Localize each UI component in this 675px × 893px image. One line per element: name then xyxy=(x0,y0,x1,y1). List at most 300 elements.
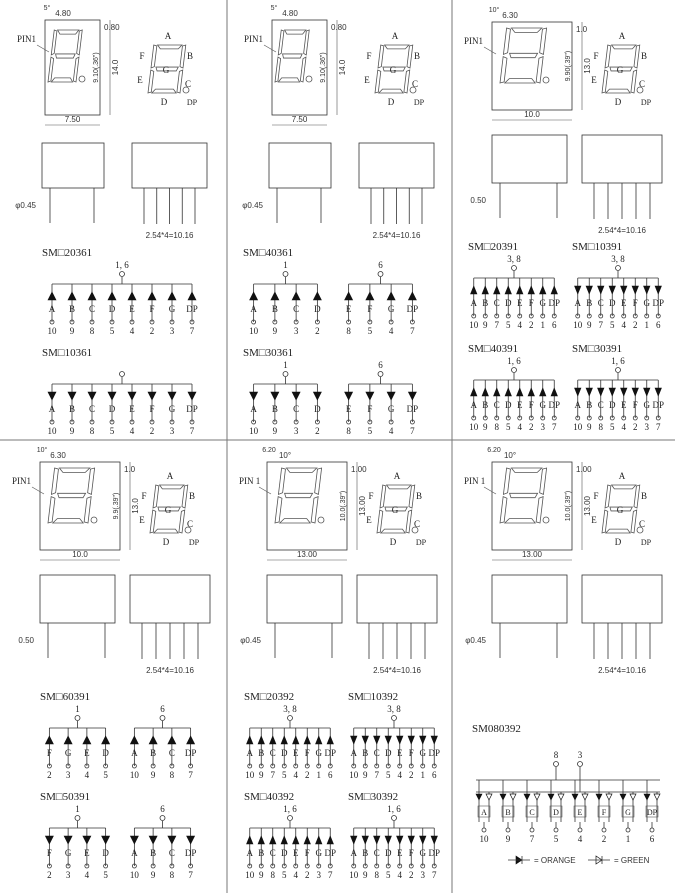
segment-label-d: D xyxy=(281,748,288,758)
pin-number-2: 2 xyxy=(149,426,155,436)
model-code: 30391 xyxy=(594,343,623,355)
led-diode-b xyxy=(362,736,368,744)
led-diode-dp xyxy=(655,388,661,396)
pin-number-2: 2 xyxy=(47,870,52,880)
led-diode-a xyxy=(48,292,56,300)
segment-label-g: G xyxy=(419,748,426,758)
segment-map-d: D xyxy=(614,537,622,547)
common-pin-label: 6 xyxy=(378,360,383,370)
segment-a xyxy=(511,28,541,32)
dim-pitch-label: 2.54*4=10.16 xyxy=(598,226,646,235)
segment-map-dp: DP xyxy=(188,538,200,547)
segment-label-c: C xyxy=(293,404,300,414)
pin-number-6: 6 xyxy=(432,770,437,780)
pin-number-2: 2 xyxy=(409,870,414,880)
led-diode-e xyxy=(397,836,403,844)
led-diode-e xyxy=(621,388,627,396)
circuit-title xyxy=(40,791,90,803)
segment-label-a: A xyxy=(470,400,477,410)
pin-number-10: 10 xyxy=(129,770,139,780)
led-diode-dp xyxy=(327,736,333,744)
model-box: □ xyxy=(259,791,267,803)
led-diode-g xyxy=(644,286,650,294)
segment-e xyxy=(500,57,507,83)
dim-pin-dia-label: φ0.45 xyxy=(15,201,36,210)
pin-number-8: 8 xyxy=(374,870,379,880)
bicolor-segment-e: E xyxy=(577,808,583,817)
model-box: □ xyxy=(258,247,266,259)
led-diode-e xyxy=(397,736,403,744)
segment-label-f: F xyxy=(367,304,373,314)
segment-label-dp: DP xyxy=(324,848,337,858)
segment-label-c: C xyxy=(88,404,96,414)
led-diode-dp xyxy=(551,388,557,396)
pin-number-3: 3 xyxy=(293,426,299,436)
pin-number-4: 4 xyxy=(293,870,298,880)
led-diode-b xyxy=(586,286,592,294)
segment-label-d: D xyxy=(314,404,321,414)
segment-map-dp: DP xyxy=(186,98,198,107)
led-diode-c xyxy=(270,836,276,844)
led-diode-g xyxy=(420,836,426,844)
segment-map-d: D xyxy=(614,97,622,107)
segment-d xyxy=(505,79,535,83)
segment-a xyxy=(612,485,636,489)
pin-number-9: 9 xyxy=(483,320,488,330)
pin1-label: PIN 1 xyxy=(464,476,486,486)
dim-top-label: 4.80 xyxy=(55,9,71,18)
pin-number-9: 9 xyxy=(587,320,592,330)
common-pin-label: 1 xyxy=(75,804,80,814)
segment-label-g: G xyxy=(315,748,322,758)
segment-map-dp: DP xyxy=(415,538,427,547)
segment-map-dp: DP xyxy=(640,98,652,107)
segment-a xyxy=(286,468,316,472)
segment-map-f: F xyxy=(593,51,599,61)
common-node xyxy=(512,266,517,271)
dim-height-label: 13.00 xyxy=(358,495,367,517)
common-pin-label: 3, 8 xyxy=(387,704,401,714)
segment-label-a: A xyxy=(246,848,253,858)
front-digit xyxy=(48,468,97,523)
segment-map-b: B xyxy=(640,51,648,61)
circuit-title xyxy=(244,791,294,803)
model-code: 50391 xyxy=(62,791,91,803)
dp-dot xyxy=(91,517,97,523)
bicolor-pin-5: 5 xyxy=(553,834,559,844)
led-diode-c xyxy=(598,286,604,294)
circuit-title xyxy=(572,241,622,253)
common-node xyxy=(288,716,293,721)
segment-label-dp: DP xyxy=(652,400,665,410)
legend-orange-text: = ORANGE xyxy=(534,856,576,865)
segment-label-d: D xyxy=(108,304,116,314)
led-diode-a xyxy=(575,286,581,294)
pin-number-7: 7 xyxy=(188,870,193,880)
segment-label-b: B xyxy=(271,304,278,314)
pin-number-9: 9 xyxy=(69,426,75,436)
pin-number-5: 5 xyxy=(367,426,373,436)
bicolor-pin-node xyxy=(602,828,606,832)
pin-number-7: 7 xyxy=(328,870,333,880)
led-diode-c xyxy=(292,292,300,300)
segment-label-a: A xyxy=(250,404,257,414)
pin-number-10: 10 xyxy=(573,422,583,432)
led-diode-a xyxy=(130,736,138,744)
segment-g xyxy=(510,493,538,497)
dim-angle-label: 5° xyxy=(270,5,278,12)
segment-c xyxy=(406,510,412,533)
mech-drawing-p3 xyxy=(464,6,662,235)
segment-label-d: D xyxy=(102,848,109,858)
pin-number-3: 3 xyxy=(169,326,175,336)
led-diode-c xyxy=(494,388,500,396)
segment-f xyxy=(151,45,157,68)
model-code: 20361 xyxy=(64,247,93,259)
circuit-title xyxy=(243,347,293,359)
segment-a xyxy=(158,45,182,49)
segment-label-a: A xyxy=(574,298,581,308)
front-digit xyxy=(500,28,549,83)
segment-label-b: B xyxy=(150,848,157,858)
segment-label-f: F xyxy=(149,304,155,314)
led-diode-f xyxy=(528,286,534,294)
led-diode-d xyxy=(313,292,321,300)
segment-label-c: C xyxy=(373,848,380,858)
pin-number-8: 8 xyxy=(494,422,499,432)
segment-label-g: G xyxy=(387,404,395,414)
pin-number-7: 7 xyxy=(598,320,603,330)
segment-label-g: G xyxy=(643,400,650,410)
pin-number-9: 9 xyxy=(272,326,278,336)
common-pin-label: 6 xyxy=(160,704,165,714)
segment-map-d: D xyxy=(160,97,168,107)
led-diode-e xyxy=(83,736,91,744)
segment-f xyxy=(605,45,611,68)
led-diode-d xyxy=(609,286,615,294)
pin-number-5: 5 xyxy=(103,770,108,780)
model-box: □ xyxy=(587,343,595,355)
led-diode-a xyxy=(48,392,56,400)
bicolor-segment-c: C xyxy=(529,808,535,817)
pin-number-1: 1 xyxy=(540,320,545,330)
dp-dot xyxy=(543,517,549,523)
circuit-10391 xyxy=(572,241,664,330)
led-diode-dp xyxy=(431,836,437,844)
pin-number-5: 5 xyxy=(610,320,615,330)
model-prefix: SM xyxy=(468,343,484,355)
dim-pitch-label: 2.54*4=10.16 xyxy=(372,231,421,240)
led-diode-e xyxy=(293,736,299,744)
model-box: □ xyxy=(483,343,491,355)
bicolor-pin-2: 2 xyxy=(601,834,607,844)
dim-pitch-label: 2.54*4=10.16 xyxy=(146,666,194,675)
led-diode-e xyxy=(345,392,353,400)
segment-f xyxy=(51,30,57,55)
segment-c xyxy=(73,57,79,82)
pin-number-7: 7 xyxy=(410,426,415,436)
segment-label-f: F xyxy=(528,400,534,410)
segment-label-c: C xyxy=(493,400,500,410)
segment-d xyxy=(154,529,178,533)
led-diode-dp xyxy=(188,292,196,300)
orange-diode-e xyxy=(572,794,578,800)
bicolor-segment-f: F xyxy=(601,808,607,817)
led-diode-b xyxy=(271,392,279,400)
orange-diode-f xyxy=(596,794,602,800)
led-diode-dp xyxy=(187,736,195,744)
led-diode-f xyxy=(408,836,414,844)
segment-label-e: E xyxy=(345,404,352,414)
circuit-title xyxy=(572,343,622,355)
segment-label-d: D xyxy=(385,848,392,858)
segment-label-g: G xyxy=(643,298,650,308)
led-diode-a xyxy=(471,388,477,396)
pin-number-8: 8 xyxy=(598,422,603,432)
segment-label-b: B xyxy=(271,404,278,414)
segment-b xyxy=(88,468,95,494)
segment-map-a: A xyxy=(393,471,401,481)
dim-height-label: 14.0 xyxy=(338,59,347,76)
dim-angle-label: 10° xyxy=(36,447,48,454)
segment-label-e: E xyxy=(517,298,523,308)
segment-label-f: F xyxy=(408,748,414,758)
model-box: □ xyxy=(363,691,371,703)
segment-b xyxy=(409,485,415,508)
mech-drawing-p5 xyxy=(239,447,437,675)
pin-number-9: 9 xyxy=(363,770,368,780)
dim-top-label: 4.80 xyxy=(282,9,298,18)
bicolor-pin-1: 1 xyxy=(625,834,631,844)
segment-label-a: A xyxy=(48,404,56,414)
pin-number-5: 5 xyxy=(506,320,511,330)
dim-pin-dia-label: 0.50 xyxy=(470,196,486,205)
segment-label-e: E xyxy=(621,298,627,308)
segment-label-f: F xyxy=(528,298,534,308)
bicolor-common-2-label: 3 xyxy=(577,750,583,760)
common-node xyxy=(616,266,621,271)
dim-pin-dia-label: φ0.45 xyxy=(242,201,263,210)
pin-number-4: 4 xyxy=(517,320,522,330)
segment-map-a: A xyxy=(618,471,626,481)
common-pin-label: 1, 6 xyxy=(283,804,297,814)
segment-map-a: A xyxy=(618,31,626,41)
common-pin-label: 1, 6 xyxy=(387,804,401,814)
model-prefix: SM xyxy=(572,241,588,253)
bottom-outline xyxy=(359,143,434,188)
circuit-10392 xyxy=(348,691,440,780)
segment-map-dp: DP xyxy=(413,98,425,107)
segment-d xyxy=(606,529,630,533)
segment-label-f: F xyxy=(149,404,155,414)
dp-dot xyxy=(79,76,85,82)
dim-pitch-label: 2.54*4=10.16 xyxy=(373,666,421,675)
pin-number-10: 10 xyxy=(469,320,479,330)
segment-f xyxy=(51,468,58,494)
pin-number-4: 4 xyxy=(397,870,402,880)
segment-d xyxy=(505,519,535,523)
led-diode-d xyxy=(385,836,391,844)
segment-label-b: B xyxy=(482,400,489,410)
segment-f xyxy=(153,485,159,508)
segment-label-b: B xyxy=(68,404,76,414)
segment-map-e: E xyxy=(591,75,597,85)
segment-a xyxy=(387,485,411,489)
segment-map-g: G xyxy=(616,505,624,515)
segment-b xyxy=(77,30,83,55)
segment-b xyxy=(540,28,547,54)
segment-label-f: F xyxy=(304,848,310,858)
segment-f xyxy=(503,28,510,54)
pin-number-4: 4 xyxy=(388,326,394,336)
segment-label-g: G xyxy=(315,848,322,858)
pin-number-8: 8 xyxy=(89,426,95,436)
segment-e xyxy=(602,70,608,93)
pin-number-6: 6 xyxy=(552,320,557,330)
model-box: □ xyxy=(259,691,267,703)
segment-b xyxy=(634,45,640,68)
segment-label-b: B xyxy=(586,298,593,308)
pin-number-10: 10 xyxy=(245,870,255,880)
led-diode-g xyxy=(387,292,395,300)
segment-d xyxy=(606,89,630,93)
model-box: □ xyxy=(587,241,595,253)
green-diode-e xyxy=(582,794,588,800)
led-diode-g xyxy=(540,286,546,294)
led-diode-d xyxy=(102,736,110,744)
led-diode-g xyxy=(420,736,426,744)
green-diode-f xyxy=(606,794,612,800)
segment-label-c: C xyxy=(597,400,604,410)
common-node xyxy=(283,272,288,277)
segment-label-g: G xyxy=(64,848,72,858)
dim-top-label: 6.30 xyxy=(50,451,66,460)
model-box: □ xyxy=(55,691,63,703)
dim-angle-label: 6.20 xyxy=(487,447,501,454)
common-pin-label: 1 xyxy=(75,704,80,714)
segment-map-b: B xyxy=(640,491,648,501)
pin-number-3: 3 xyxy=(65,870,71,880)
pin-number-10: 10 xyxy=(469,422,479,432)
mech-drawing-p4 xyxy=(12,446,210,675)
pin-number-5: 5 xyxy=(109,426,115,436)
model-box: □ xyxy=(55,791,63,803)
segment-b xyxy=(634,485,640,508)
circuit-20391 xyxy=(468,241,560,330)
common-node xyxy=(378,272,383,277)
bicolor-segment-b: B xyxy=(505,808,511,817)
circuit-20361 xyxy=(42,247,198,336)
led-diode-c xyxy=(374,736,380,744)
orange-diode-a xyxy=(476,794,482,800)
led-diode-f xyxy=(148,392,156,400)
bicolor-pin-10: 10 xyxy=(479,834,489,844)
pin1-leader xyxy=(259,487,271,494)
pin1-leader xyxy=(484,47,496,54)
circuit-30391 xyxy=(572,343,664,432)
segment-label-a: A xyxy=(250,304,257,314)
led-diode-g xyxy=(316,836,322,844)
segment-f xyxy=(278,468,285,494)
segment-map-c: C xyxy=(411,79,419,89)
segment-d xyxy=(53,519,83,523)
led-diode-b xyxy=(482,286,488,294)
common-pin-label: 3, 8 xyxy=(611,254,625,264)
model-code: 40361 xyxy=(265,247,294,259)
pin1-leader xyxy=(484,487,496,494)
pin-number-3: 3 xyxy=(316,870,321,880)
led-diode-b xyxy=(271,292,279,300)
pin-number-10: 10 xyxy=(349,870,359,880)
segment-g xyxy=(510,53,538,57)
common-node xyxy=(616,368,621,373)
pin-number-3: 3 xyxy=(540,422,545,432)
orange-diode-g xyxy=(620,794,626,800)
pin-number-5: 5 xyxy=(109,326,115,336)
pin-number-3: 3 xyxy=(420,870,425,880)
bicolor-pin-node xyxy=(578,828,582,832)
model-code: 10392 xyxy=(370,691,399,703)
led-diode-g xyxy=(644,388,650,396)
segment-map-f: F xyxy=(141,491,147,501)
led-diode-c xyxy=(168,736,176,744)
side-outline xyxy=(269,143,331,188)
model-prefix: SM xyxy=(42,247,58,259)
common-pin-label: 6 xyxy=(160,804,165,814)
segment-map-b: B xyxy=(186,51,194,61)
segment-map-g: G xyxy=(389,65,397,75)
segment-label-dp: DP xyxy=(186,304,198,314)
segment-map-e: E xyxy=(591,515,597,525)
segment-label-c: C xyxy=(168,848,175,858)
led-diode-c xyxy=(374,836,380,844)
segment-label-f: F xyxy=(408,848,414,858)
front-outline xyxy=(40,462,120,550)
segment-label-c: C xyxy=(493,298,500,308)
led-diode-g xyxy=(387,392,395,400)
circuit-title xyxy=(244,691,294,703)
pin-number-2: 2 xyxy=(315,426,320,436)
circuit-title xyxy=(348,791,398,803)
pin-number-8: 8 xyxy=(346,326,351,336)
dp-dot xyxy=(543,77,549,83)
led-diode-g xyxy=(64,836,72,844)
model-prefix: SM xyxy=(243,347,259,359)
segment-label-d: D xyxy=(314,304,321,314)
led-diode-f xyxy=(304,836,310,844)
bicolor-pin-node xyxy=(530,828,534,832)
pin-number-7: 7 xyxy=(188,770,193,780)
dim-side-label: 1.00 xyxy=(576,465,592,474)
led-diode-d xyxy=(108,392,116,400)
segment-label-g: G xyxy=(64,748,72,758)
circuit-title xyxy=(42,247,92,259)
dim-height-label: 14.0 xyxy=(111,59,120,76)
led-diode-g xyxy=(316,736,322,744)
pin-number-5: 5 xyxy=(282,770,287,780)
dim-width-label: 13.00 xyxy=(521,550,543,559)
segment-label-dp: DP xyxy=(428,748,441,758)
led-diode-c xyxy=(494,286,500,294)
segment-map-a: A xyxy=(391,31,399,41)
segment-label-dp: DP xyxy=(652,298,665,308)
model-prefix: SM xyxy=(348,791,364,803)
pin-number-7: 7 xyxy=(432,870,437,880)
model-code: 20391 xyxy=(490,241,519,253)
segment-f xyxy=(378,45,384,68)
dim-angle-label: 5° xyxy=(43,5,51,12)
green-diode-dp xyxy=(654,794,660,800)
